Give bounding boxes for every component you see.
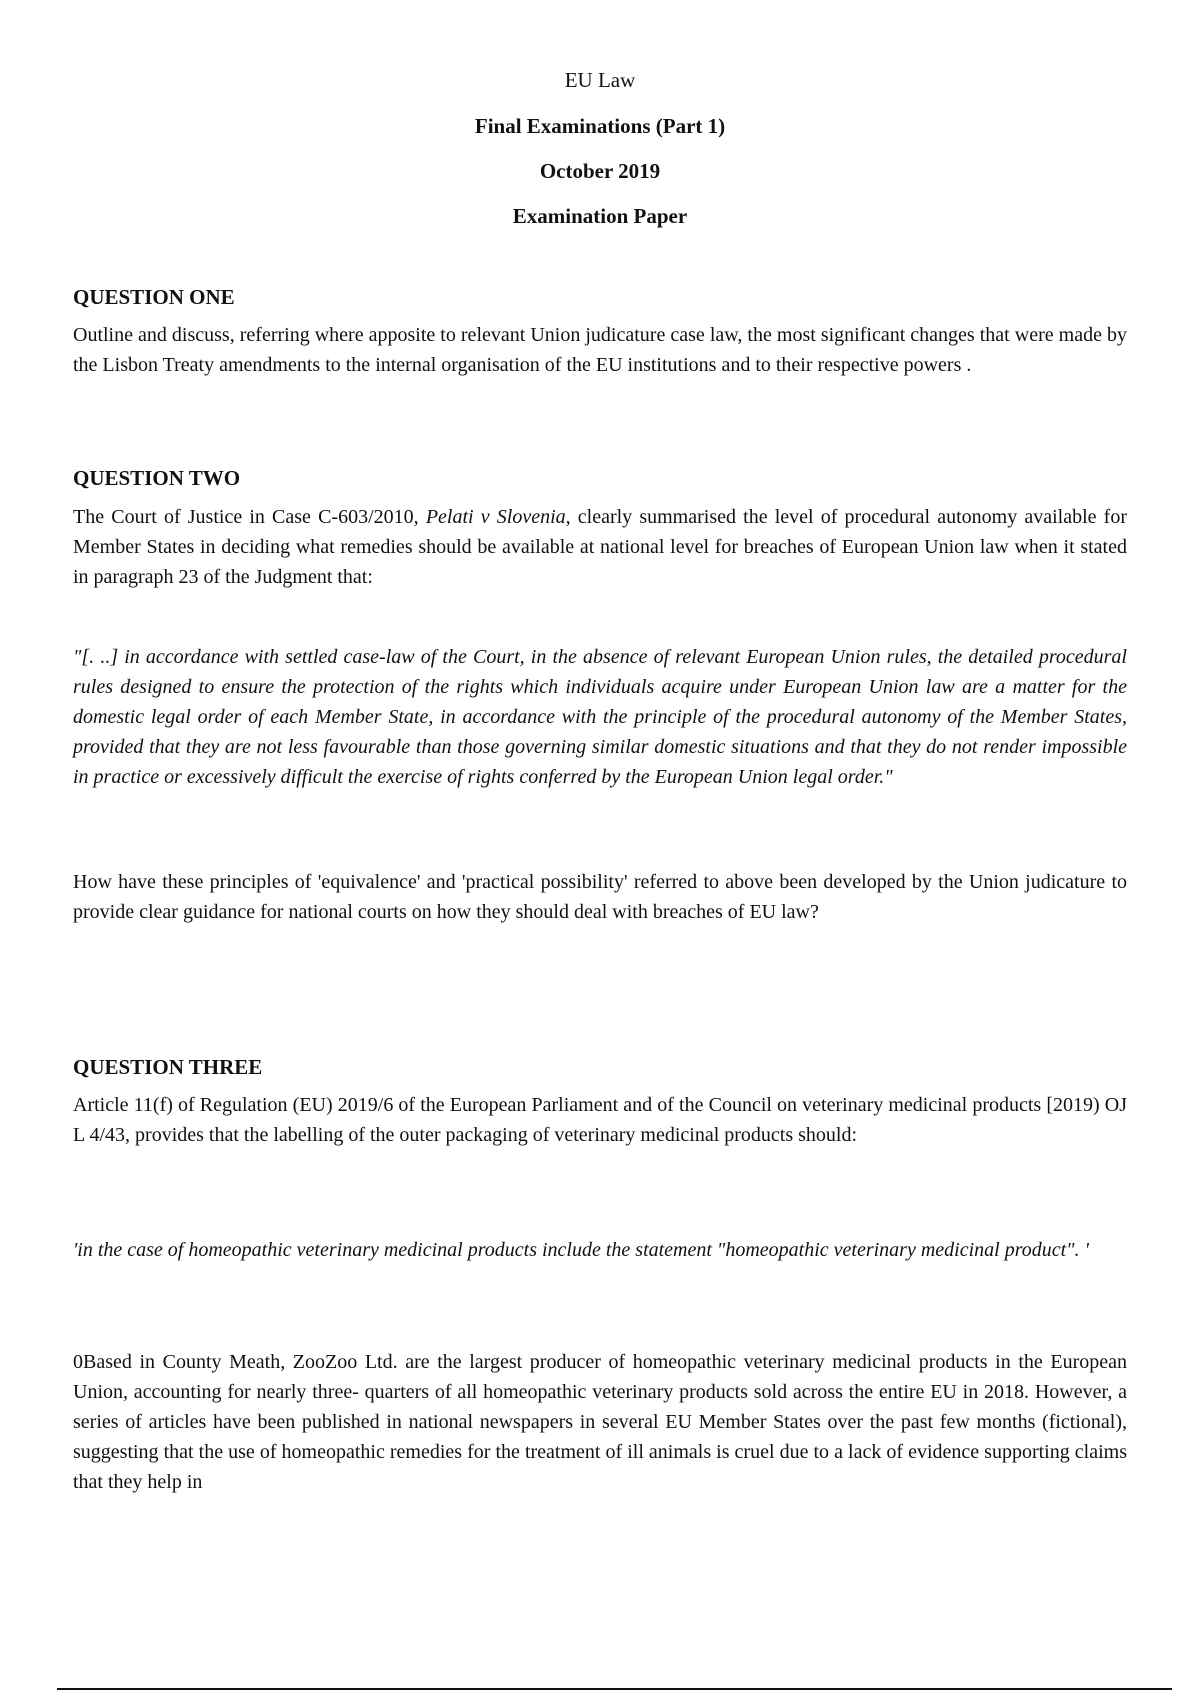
question-two-quote: "[. ..] in accordance with settled case-law of the Court, in the absence of relevant European Union rules, the detailed procedural rules designed to ensure the protection of the rights which individuals acquire under European Union law are a matter for the domestic legal order of each Member State, in accordance with the principle of the procedural autonomy of the Member States, provided that they are not less favourable than those governing similar domestic situations and that they do not render impossible in practice or excessively difficult the exercise of rights conferred by the European Union legal order." — [73, 646, 1127, 788]
question-two-question: How have these principles of 'equivalence' and 'practical possibility' referred to above been developed by the Union judicature to provide clear guidance for national courts on how they should deal with breaches of EU law? — [73, 871, 1127, 923]
question-one-heading: QUESTION ONE — [73, 285, 235, 309]
question-one-body: Outline and discuss, referring where apposite to relevant Union judicature case law, the most significant changes that were made by the Lisbon Treaty amendments to the internal organisation of the EU institutions and to their respective powers . — [73, 324, 1127, 376]
question-two-intro-end: clearly summarised the level of procedural autonomy available for Member States in deciding what remedies should be available at national level for breaches of European Union law when it stated in paragraph 23 of the Judgment that: — [73, 506, 1128, 588]
course-title: EU Law — [564, 68, 636, 92]
case-name: Pelati v Slovenia, — [425, 506, 571, 528]
question-two-intro — [73, 502, 1127, 592]
exam-date: October 2019 — [539, 159, 661, 183]
footer-rule — [57, 1688, 1172, 1690]
question-three-quote: 'in the case of homeopathic veterinary medicinal products include the statement "homeopathic veterinary medicinal product". ' — [73, 1239, 1089, 1261]
paper-title: Examination Paper — [512, 204, 688, 228]
question-three-scenario: 0Based in County Meath, ZooZoo Ltd. are the largest producer of homeopathic veterinary medicinal products in the European Union, accounting for nearly three- quarters of all homeopathic veterinary products sold across the entire EU in 2018. However, a series of articles have been published in national newspapers in several EU Member States over the past few months (fictional), suggesting that the use of homeopathic remedies for the treatment of ill animals is cruel due to a lack of evidence supporting claims that they help in — [73, 1351, 1127, 1493]
question-three-heading: QUESTION THREE — [73, 1055, 263, 1079]
question-three-intro: Article 11(f) of Regulation (EU) 2019/6 of the European Parliament and of the Council on veterinary medicinal products [2019) OJ L 4/43, provides that the labelling of the outer packaging of veterinary medicinal products should: — [73, 1094, 1127, 1146]
exam-title: Final Examinations (Part 1) — [474, 114, 726, 138]
question-two-heading: QUESTION TWO — [73, 466, 241, 490]
question-two-intro-start: The Court of Justice in Case C-603/2010, — [73, 506, 426, 528]
